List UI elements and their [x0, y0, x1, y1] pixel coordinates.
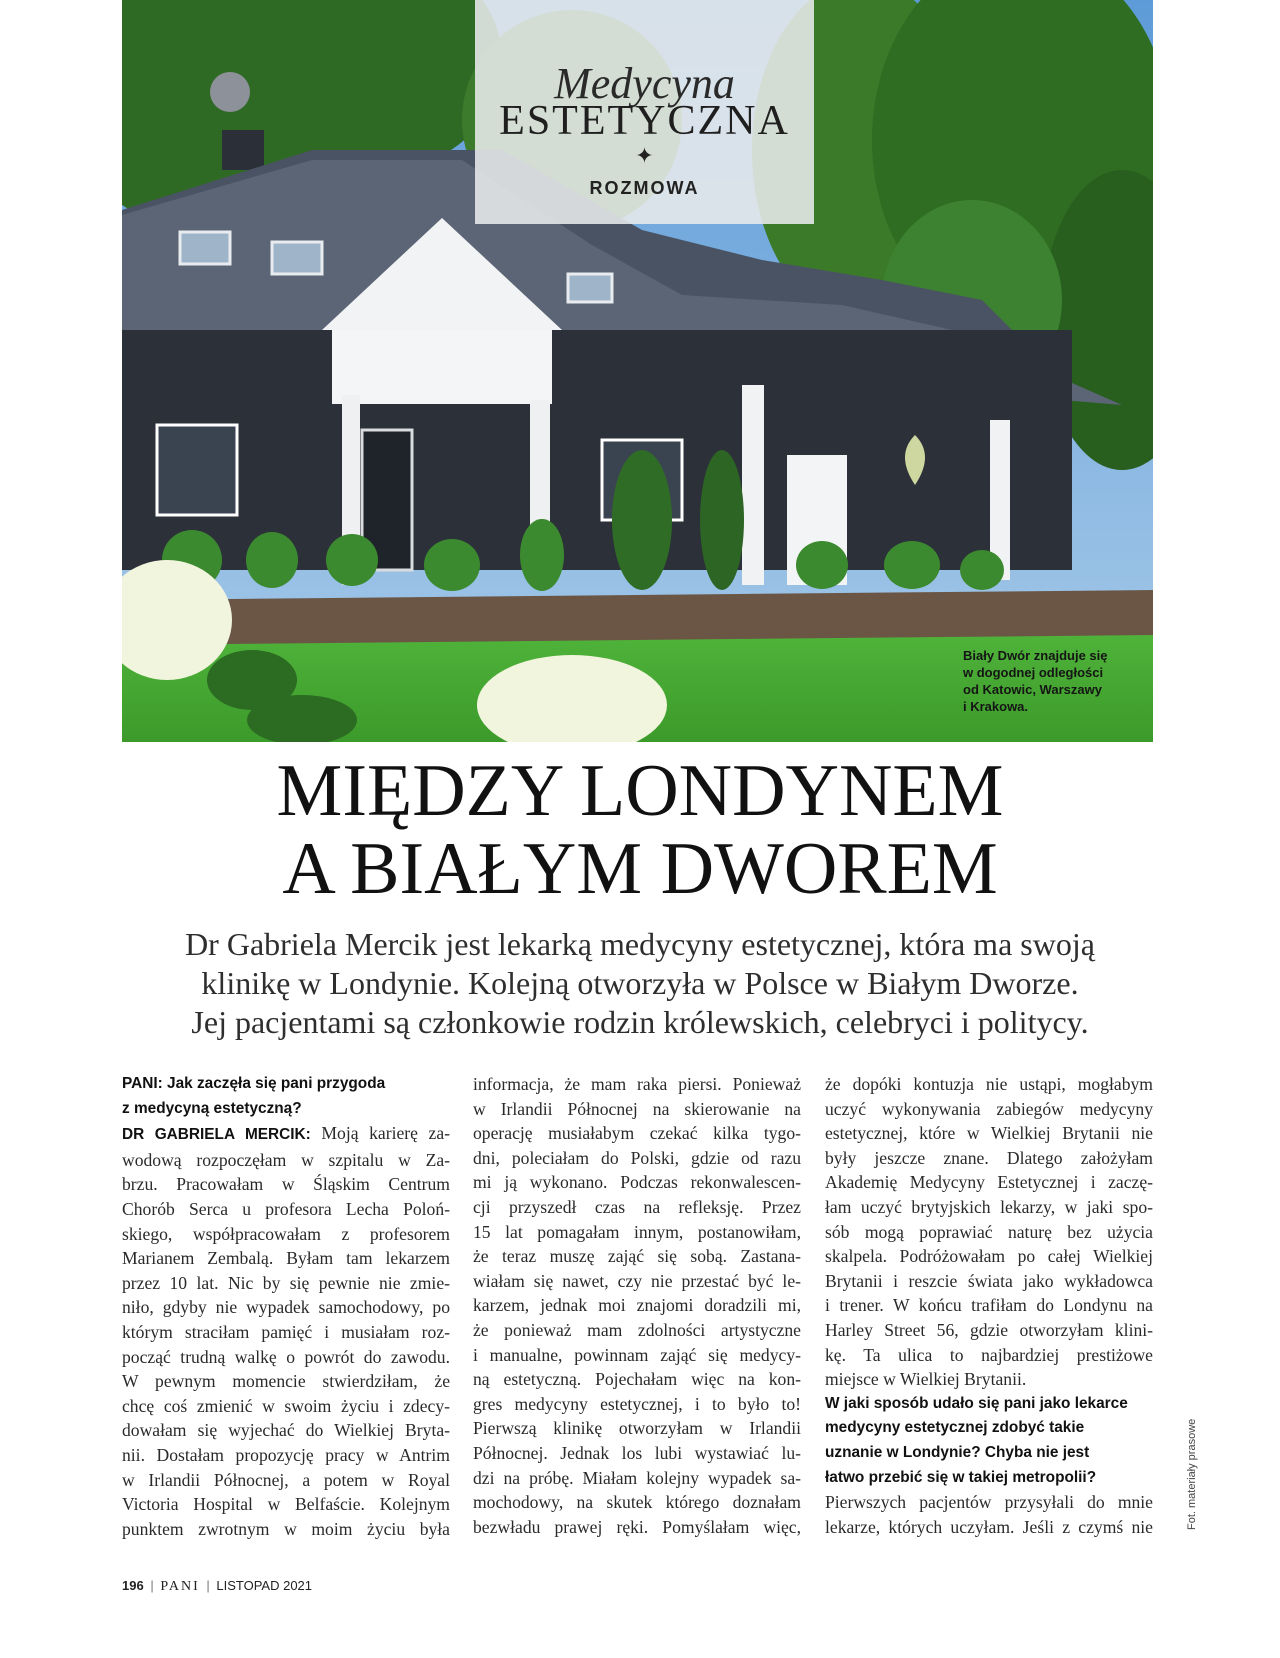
article-text-line: Akademię Medycyny Estetycznej i zaczę-: [825, 1172, 1153, 1193]
question-line: medycyny estetycznej zdobyć takie: [825, 1419, 1085, 1437]
section-subtitle: ROZMOWA: [589, 178, 700, 198]
article-text-line: w Irlandii Północnej, a potem w Royal: [122, 1469, 450, 1490]
question-line: uznanie w Londynie? Chyba nie jest: [825, 1443, 1090, 1461]
photo-caption: Biały Dwór znajduje się w dogodnej odległości od Katowic, Warszawy i Krakowa.: [963, 648, 1108, 714]
article-text-line: brzu. Pracowałam w Śląskim Centrum: [122, 1174, 450, 1195]
question-line: z medycyną estetyczną?: [122, 1099, 302, 1117]
headline-line-1: MIĘDZY LONDYNEM: [276, 750, 1004, 832]
article-column-1: [122, 1072, 450, 1541]
section-label-box: [475, 0, 814, 224]
article-text-line: przez 10 lat. Nic by się pewnie nie zmie-: [122, 1272, 450, 1293]
article-text-line: i manualne, powinnam zająć się medycy-: [473, 1344, 801, 1365]
article-text-line: były jeszcze znane. Dlatego założyłam: [825, 1147, 1153, 1168]
article-text-line: sób mogą poprawiać naturę bez użycia: [825, 1221, 1153, 1242]
article-text-line: w Irlandii Północnej na skierowanie na: [473, 1098, 801, 1119]
article-text-line: dzi na próbę. Miałam kolejny wypadek sa-: [473, 1467, 801, 1488]
article-text-line: wodową rozpoczęłam w szpitalu w Za-: [122, 1149, 450, 1170]
page-folio: [122, 1578, 312, 1595]
article-text-line: bezwładu prawej ręki. Pomyślałam więc,: [473, 1516, 801, 1537]
article-text-line: 15 lat pomagałam innym, postanowiłam,: [473, 1221, 801, 1242]
article-text-line: Victoria Hospital w Belfaście. Kolejnym: [122, 1494, 450, 1515]
question-line: W jaki sposób udało się pani jako lekarce: [825, 1394, 1128, 1412]
answer-first-text: Moją karierę za-: [310, 1123, 450, 1144]
article-text-line: chcę coś zmienić w swoim życiu i zdecy-: [122, 1395, 450, 1416]
star-ornament-icon: ✦: [635, 143, 654, 168]
article-text-line: Chorób Serca u profesora Lecha Poloń-: [122, 1198, 450, 1219]
article-text-line: skalpela. Podróżowałam po całej Wielkiej: [825, 1246, 1153, 1267]
folio-separator: |: [150, 1578, 154, 1593]
lead-line-1: Dr Gabriela Mercik jest lekarką medycyny estetycznej, która ma swoją: [185, 926, 1095, 962]
article-text-line: lekarze, których uczyłam. Jeśli z czymś nie: [825, 1516, 1153, 1537]
article-text-line: Marianem Zembalą. Byłam tam lekarzem: [122, 1248, 450, 1269]
article-text-line: dni, poleciałam do Polski, gdzie od razu: [473, 1147, 801, 1168]
section-main-title: ESTETYCZNA: [499, 98, 790, 144]
page-number: 196: [122, 1578, 144, 1593]
article-text-line: informacja, że mam raka piersi. Ponieważ: [473, 1074, 801, 1094]
article-text-line: uczyć wykonywania zabiegów medycyny: [825, 1098, 1153, 1119]
article-text-line: Brytanii i reszcie świata jako wykładowca: [825, 1270, 1153, 1291]
speaker-name: DR GABRIELA MERCIK:: [122, 1126, 311, 1144]
answer-first-line: [122, 1121, 450, 1148]
article-text-line: że ponieważ mam zdolności artystyczne: [473, 1319, 801, 1340]
article-text-line: karzem, jednak moi znajomi doradzili mi,: [473, 1295, 801, 1316]
article-text-line: miejsce w Wielkiej Brytanii.: [825, 1369, 1027, 1390]
article-text-line: estetycznej, które w Wielkiej Brytanii nie: [825, 1123, 1153, 1144]
article-text-line: wiałam się nawet, czy nie przestać być le-: [473, 1270, 801, 1291]
article-text-line: punktem zwrotnym w moim życiu była: [122, 1518, 450, 1539]
article-text-line: dowałam się wyjechać do Wielkiej Bryta-: [122, 1420, 450, 1441]
question-line: PANI: Jak zaczęła się pani przygoda: [122, 1075, 386, 1092]
article-text-line: począć trudną walkę o powrót do zawodu.: [122, 1346, 450, 1367]
article-text-line: którym straciłam pamięć i musiałam roz-: [122, 1321, 450, 1342]
article-text-line: Pierwszych pacjentów przysyłali do mnie: [825, 1492, 1153, 1513]
article-text-line: Harley Street 56, gdzie otworzyłam klini-: [825, 1319, 1153, 1340]
lead-line-2: klinikę w Londynie. Kolejną otworzyła w Polsce w Białym Dworze.: [201, 965, 1079, 1001]
headline-line-2: A BIAŁYM DWOREM: [282, 828, 998, 910]
issue-date: LISTOPAD 2021: [216, 1578, 313, 1593]
article-column-2: [473, 1072, 801, 1539]
article-text-line: operację musiałabym czekać kilka tygo-: [473, 1123, 801, 1144]
article-text-line: W pewnym momencie stwierdziłam, że: [122, 1371, 450, 1392]
article-text-line: i trener. W końcu trafiłam do Londynu na: [825, 1295, 1153, 1316]
article-text-line: Pierwszą klinikę otworzyłam w Irlandii: [473, 1418, 801, 1439]
folio-separator: |: [206, 1578, 210, 1593]
article-text-line: Północnej. Jednak los lubi wystawiać lu-: [473, 1442, 801, 1463]
article-column-3: [825, 1072, 1153, 1539]
headline: [0, 752, 1280, 908]
hero-photo: [122, 0, 1153, 742]
lead-paragraph: [150, 925, 1130, 1042]
section-script-title: Medycyna: [554, 59, 735, 108]
article-text-line: skiego, współpracowałam z profesorem: [122, 1223, 450, 1244]
article-text-line: mochodowy, na skutek którego doznałam: [473, 1492, 801, 1513]
article-text-line: cji przyszedł czas na refleksję. Przez: [473, 1196, 801, 1217]
article-text-line: ną estetyczną. Pojechałam więc na kon-: [473, 1369, 801, 1390]
article-text-line: gres medycyny estetycznej, i to było to!: [473, 1393, 801, 1414]
article-text-line: że teraz muszę zająć się sobą. Zastana-: [473, 1246, 801, 1267]
article-text-line: że dopóki kontuzja nie ustąpi, mogłabym: [825, 1074, 1153, 1094]
photo-credit: Fot. materiały prasowe: [1186, 1418, 1198, 1530]
article-text-line: nii. Dostałam propozycję pracy w Antrim: [122, 1444, 450, 1465]
article-text-line: łam uczyć brytyjskich lekarzy, w jaki spo-: [825, 1196, 1153, 1217]
article-text-line: kę. Ta ulica to najbardziej prestiżowe: [825, 1344, 1153, 1365]
article-text-line: niło, gdyby nie wypadek samochodowy, po: [122, 1297, 450, 1318]
lead-line-3: Jej pacjentami są członkowie rodzin królewskich, celebryci i politycy.: [191, 1004, 1089, 1040]
article-body: [0, 1072, 1280, 1542]
question-line: łatwo przebić się w takiej metropolii?: [825, 1468, 1097, 1486]
magazine-name: PANI: [160, 1579, 200, 1594]
article-text-line: mi ją wykonano. Podczas rekonwalescen-: [473, 1172, 801, 1193]
